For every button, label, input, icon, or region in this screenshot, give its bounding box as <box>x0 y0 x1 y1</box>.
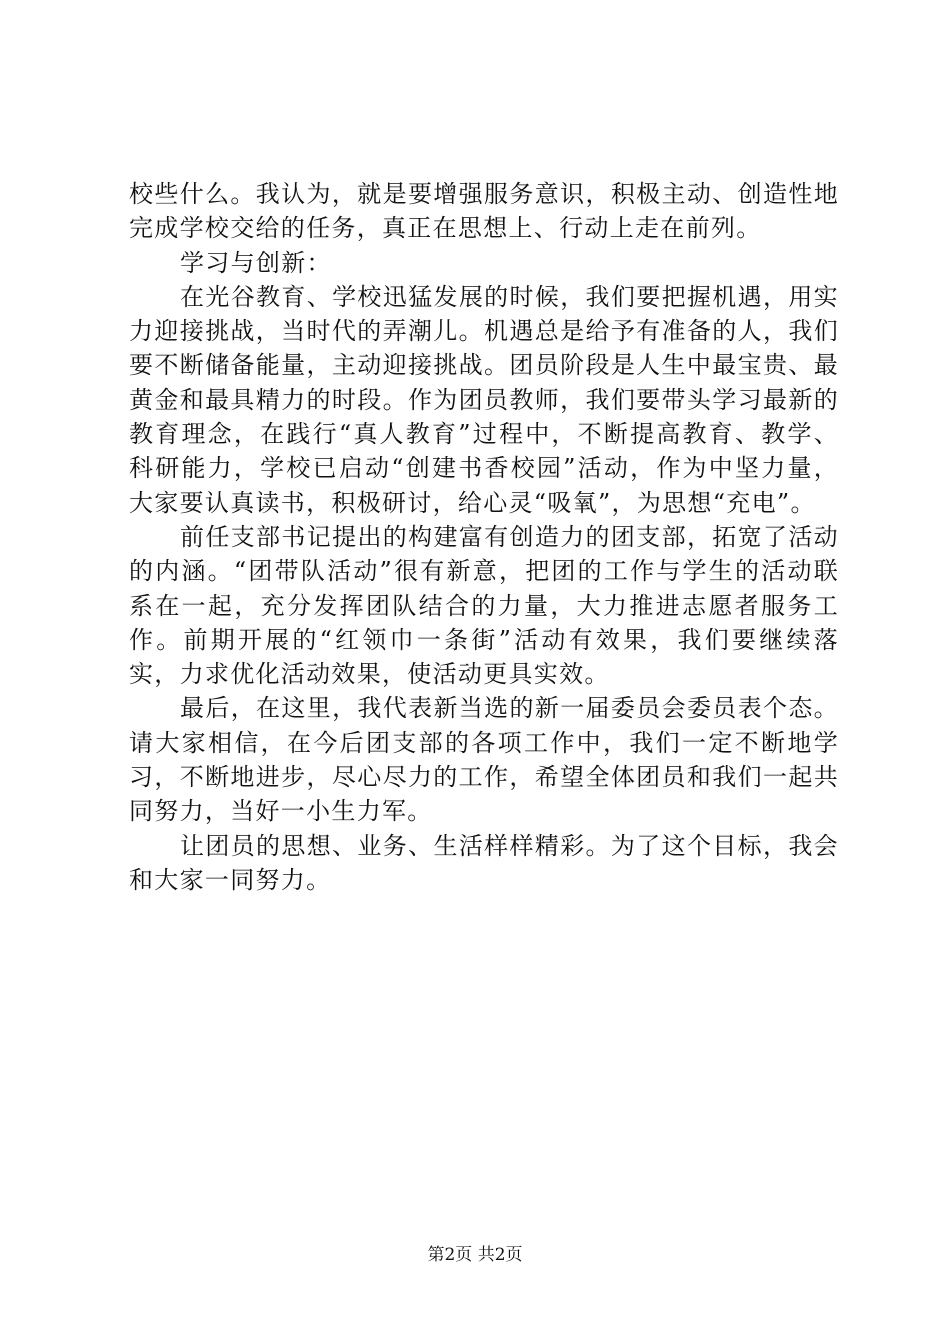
paragraph-committee-statement: 最后，在这里，我代表新当选的新一届委员会委员表个态。请大家相信，在今后团支部的各项工作中，我们一定不断地学习，不断地进步，尽心尽力的工作，希望全体团员和我们一起共同努力，当好一小生力军。 <box>129 694 839 826</box>
section-heading-learning-innovation: 学习与创新： <box>180 248 332 277</box>
paragraph-branch-activities: 前任支部书记提出的构建富有创造力的团支部，拓宽了活动的内涵。“团带队活动”很有新意，把团的工作与学生的活动联系在一起，充分发挥团队结合的力量，大力推进志愿者服务工作。前期开展的“红领巾一条街”活动有效果，我们要继续落实，力求优化活动效果，使活动更具实效。 <box>129 522 839 689</box>
paragraph-closing: 让团员的思想、业务、生活样样精彩。为了这个目标，我会和大家一同努力。 <box>129 831 839 894</box>
paragraph-opportunity: 在光谷教育、学校迅猛发展的时候，我们要把握机遇，用实力迎接挑战，当时代的弄潮儿。机遇总是给予有准备的人，我们要不断储备能量，主动迎接挑战。团员阶段是人生中最宝贵、最黄金和最具精力的时段。作为团员教师，我们要带头学习最新的教育理念，在践行“真人教育”过程中，不断提高教育、教学、科研能力，学校已启动“创建书香校园”活动，作为中坚力量，大家要认真读书，积极研讨，给心灵“吸氧”，为思想“充电”。 <box>129 282 839 517</box>
document-body <box>129 177 839 897</box>
page-footer: 第2页 共2页 <box>427 1245 523 1265</box>
paragraph-continuation: 校些什么。我认为，就是要增强服务意识，积极主动、创造性地完成学校交给的任务，真正在思想上、行动上走在前列。 <box>129 180 839 243</box>
